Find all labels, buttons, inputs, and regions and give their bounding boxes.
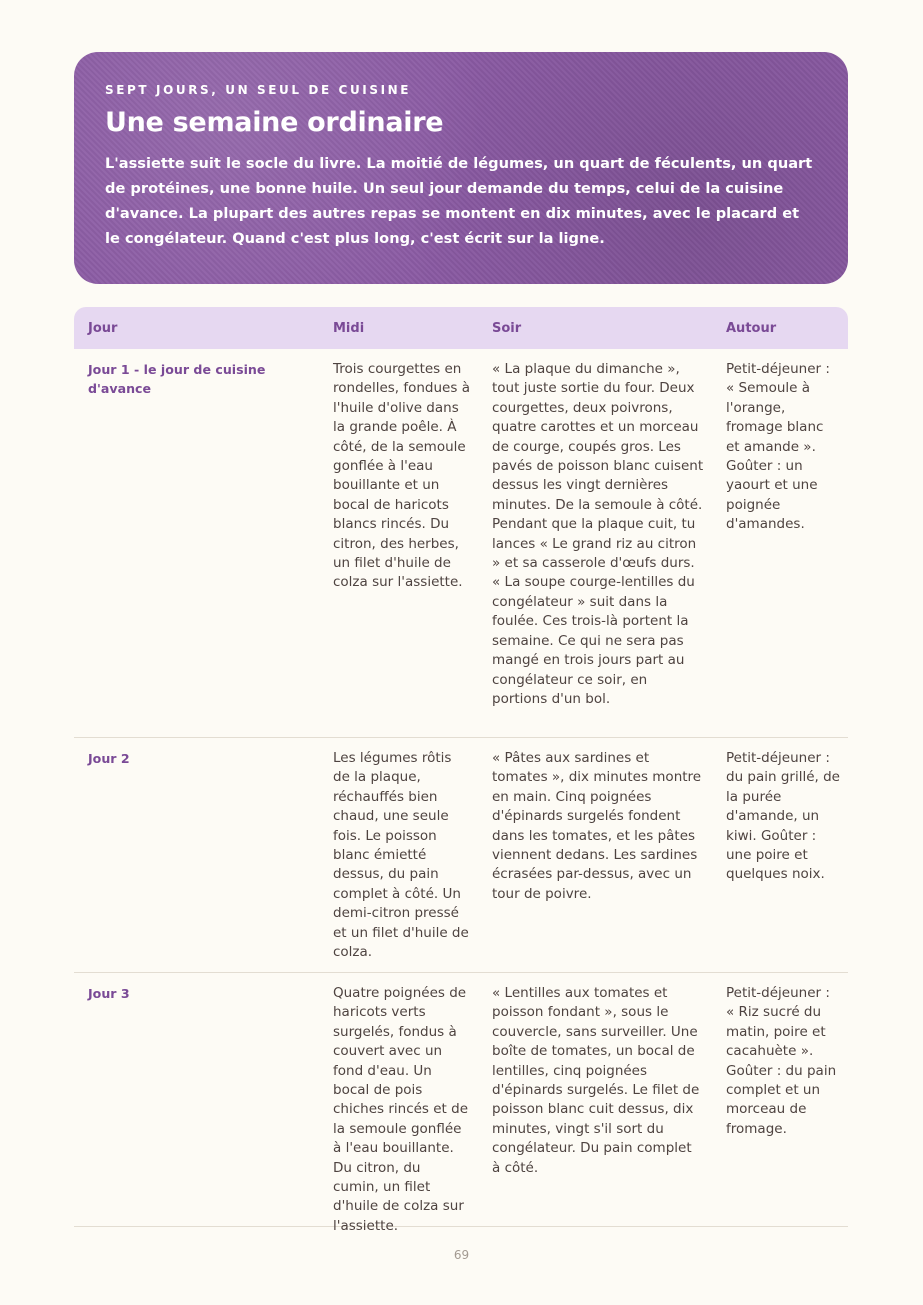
cell-soir: « Pâtes aux sardines et tomates », dix minutes montre en main. Cinq poignées d'épinards surgelés fondent dans les tomates, et les pâtes viennent dedans. Les sardines écrasées par-dessus, avec un tour de poivre.: [492, 750, 702, 902]
cell-autour: Petit-déjeuner : du pain grillé, de la purée d'amande, un kiwi. Goûter : une poire et quelques noix.: [726, 750, 840, 883]
meal-plan-table: [74, 307, 848, 1234]
intro-banner: [74, 52, 848, 284]
header-jour: Jour: [88, 320, 118, 336]
cell-jour: Jour 2: [88, 751, 130, 766]
cell-autour: Petit-déjeuner : « Semoule à l'orange, fromage blanc et amande ». Goûter : un yaourt et une poignée d'amandes.: [726, 361, 830, 533]
header-soir: Soir: [492, 320, 522, 336]
intro-text: L'assiette suit le socle du livre. La moitié de légumes, un quart de féculents, un quart de protéines, une bonne huile. Un seul jour demande du temps, celui de la cuisine d'avance. La plupart des autres repas se montent en dix minutes, avec le placard et le congélateur. Quand c'est plus long, c'est écrit sur la ligne.: [105, 155, 813, 247]
cell-soir: « Lentilles aux tomates et poisson fondant », sous le couvercle, sans surveiller. Une boîte de tomates, un bocal de lentilles, cinq poignées d'épinards surgelés. Le filet de poisson blanc cuit dessus, dix minutes, vingt s'il sort du congélateur. Du pain complet à côté.: [492, 985, 700, 1176]
cell-autour: Petit-déjeuner : « Riz sucré du matin, poire et cacahuète ». Goûter : du pain complet et un morceau de fromage.: [726, 985, 837, 1137]
table-header: [74, 307, 848, 349]
cell-jour: Jour 3: [88, 986, 130, 1001]
cell-midi: Les légumes rôtis de la plaque, réchauffés bien chaud, une seule fois. Le poisson blanc émietté dessus, du pain complet à côté. Un demi-citron pressé et un filet d'huile de colza.: [333, 750, 469, 961]
cell-midi: Trois courgettes en rondelles, fondues à l'huile d'olive dans la grande poêle. À côté, de la semoule gonflée à l'eau bouillante et un bocal de haricots blancs rincés. Du citron, des herbes, un filet d'huile de colza sur l'assiette.: [333, 361, 470, 591]
page-title: Une semaine ordinaire: [105, 107, 444, 138]
header-midi: Midi: [333, 320, 365, 336]
table-row: [74, 973, 848, 1234]
table-row: [74, 738, 848, 973]
section-eyebrow: SEPT JOURS, UN SEUL DE CUISINE: [105, 83, 412, 97]
cell-soir: « La plaque du dimanche », tout juste sortie du four. Deux courgettes, deux poivrons, quatre carottes et un morceau de courge, coupés gros. Les pavés de poisson blanc cuisent dessus les vingt dernières minutes. De la semoule à côté. Pendant que la plaque cuit, tu lances « Le grand riz au citron » et sa casserole d'œufs durs. « La soupe courge-lentilles du congélateur » suit dans la foulée. Ces trois-là portent la semaine. Ce qui ne sera pas mangé en trois jours part au congélateur ce soir, en portions d'un bol.: [492, 361, 704, 707]
header-autour: Autour: [726, 320, 777, 336]
table-row: [74, 349, 848, 738]
cell-jour: Jour 1 - le jour de cuisine d'avance: [88, 362, 266, 397]
page-number: 69: [453, 1248, 470, 1262]
cell-midi: Quatre poignées de haricots verts surgelés, fondus à couvert avec un fond d'eau. Un bocal de pois chiches rincés et de la semoule gonflée à l'eau bouillante. Du citron, du cumin, un filet d'huile de colza sur l'assiette.: [333, 985, 469, 1234]
